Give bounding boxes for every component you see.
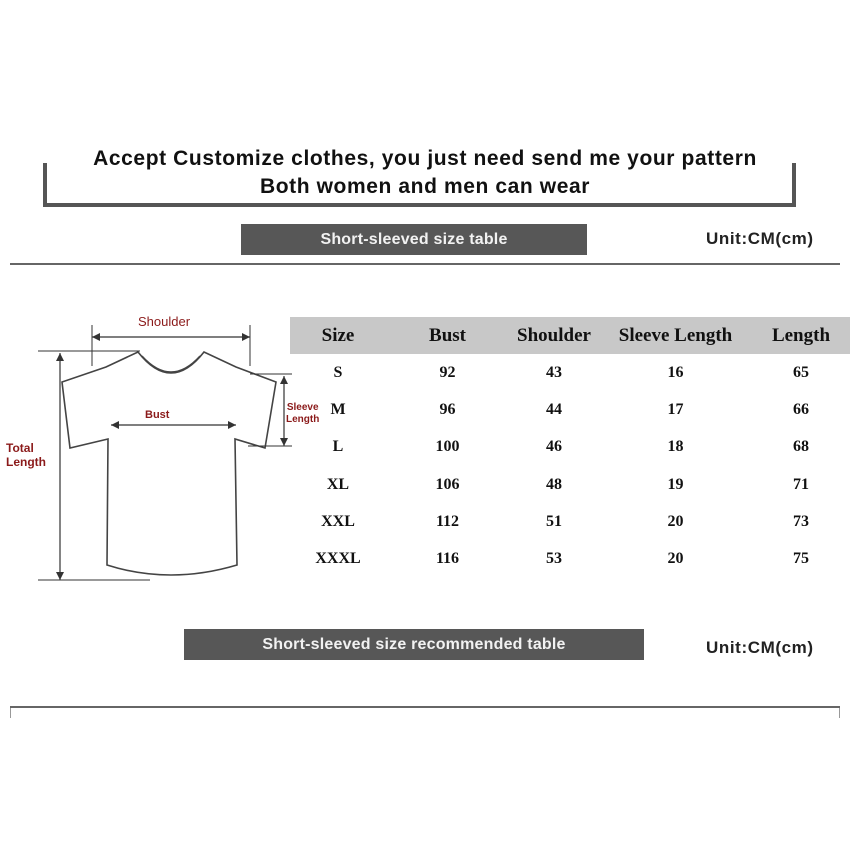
cell-length: 71	[793, 475, 809, 493]
divider-2-tick-left	[10, 708, 11, 718]
heading-line-1: Accept Customize clothes, you just need send me your pattern	[93, 147, 757, 170]
shoulder-label: Shoulder	[138, 314, 191, 329]
total-label-line-2: Length	[6, 455, 46, 469]
cell-shoulder: 53	[546, 550, 562, 568]
recommended-table-banner: Short-sleeved size recommended table	[184, 629, 644, 660]
tshirt-collar	[142, 356, 200, 372]
header-size: Size	[290, 317, 386, 354]
table-row	[290, 391, 850, 428]
cell-size: XL	[326, 475, 350, 493]
unit-label-2: Unit:CM(cm)	[706, 638, 814, 657]
divider-2	[10, 706, 840, 708]
header-bust: Bust	[386, 317, 509, 354]
cell-bust: 116	[435, 550, 460, 568]
cell-size: XXL	[321, 512, 355, 530]
header-length: Length	[752, 317, 850, 354]
cell-bust: 96	[439, 400, 456, 418]
size-table	[290, 317, 850, 578]
cell-bust: 92	[439, 363, 456, 381]
cell-shoulder: 46	[546, 438, 562, 456]
cell-sleeve-length: 20	[667, 512, 684, 530]
cell-bust: 100	[435, 438, 460, 456]
total-label-line-1: Total	[6, 441, 34, 455]
cell-bust: 112	[435, 512, 460, 530]
cell-length: 66	[793, 400, 809, 418]
cell-length: 68	[793, 438, 809, 456]
cell-length: 73	[793, 512, 809, 530]
cell-sleeve-length: 20	[667, 550, 684, 568]
heading-line-2: Both women and men can wear	[259, 175, 591, 198]
table-row	[290, 540, 850, 577]
cell-size: M	[330, 400, 346, 418]
cell-length: 75	[793, 550, 809, 568]
cell-shoulder: 48	[546, 475, 562, 493]
divider-1	[10, 263, 840, 265]
header-shoulder: Shoulder	[509, 317, 599, 354]
cell-length: 65	[793, 363, 809, 381]
cell-bust: 106	[435, 475, 460, 493]
cell-size: S	[333, 363, 343, 381]
size-table-header-row	[290, 317, 850, 354]
sleeve-label-line-2: Length	[286, 414, 320, 425]
size-table-banner: Short-sleeved size table	[241, 224, 587, 255]
cell-shoulder: 51	[546, 512, 562, 530]
table-row	[290, 429, 850, 466]
table-row	[290, 354, 850, 391]
total-length-label	[6, 441, 46, 469]
cell-size: XXXL	[315, 550, 361, 568]
cell-sleeve-length: 16	[667, 363, 684, 381]
cell-shoulder: 44	[546, 400, 562, 418]
cell-size: L	[332, 438, 344, 456]
unit-label-1: Unit:CM(cm)	[706, 229, 814, 248]
cell-sleeve-length: 18	[667, 438, 684, 456]
divider-2-tick-right	[839, 708, 840, 718]
cell-sleeve-length: 17	[667, 400, 684, 418]
table-row	[290, 503, 850, 540]
cell-shoulder: 43	[546, 363, 562, 381]
tshirt-outline	[62, 352, 276, 575]
bust-label: Bust	[145, 409, 170, 421]
table-row	[290, 466, 850, 503]
header-sleeve-length: Sleeve Length	[599, 317, 752, 354]
cell-sleeve-length: 19	[667, 475, 684, 493]
sleeve-label-line-1: Sleeve	[286, 402, 319, 413]
